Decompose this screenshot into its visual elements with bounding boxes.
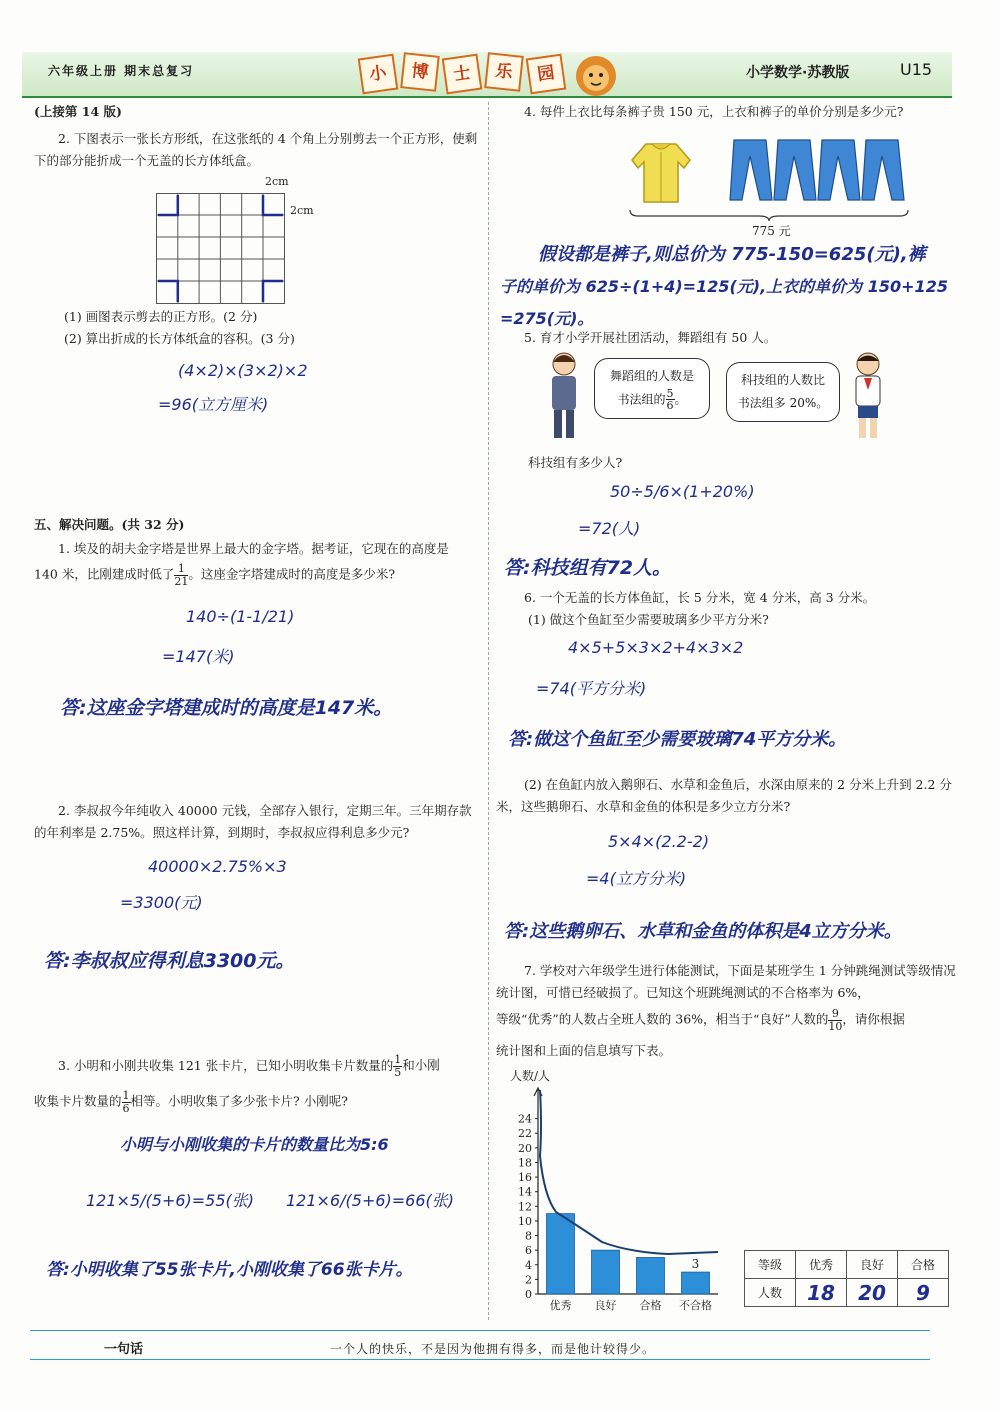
q2-work-line1: (4×2)×(3×2)×2 (178, 361, 308, 380)
q2-sub2: (2) 算出折成的长方体纸盒的容积。(3 分) (64, 331, 295, 346)
total-brace (628, 208, 910, 222)
s3-answer: 答:小明收集了55张卡片,小刚收集了66张卡片。 (46, 1260, 413, 1280)
y-tick-label: 2 (525, 1273, 532, 1287)
q4-work-line3: =275(元)。 (500, 309, 594, 328)
title-char-5: 园 (526, 54, 567, 95)
q4-work-line2: 子的单价为 625÷(1+4)=125(元),上衣的单价为 150+125 (500, 277, 948, 296)
bar-不合格 (682, 1272, 710, 1294)
page-code: U15 (900, 60, 933, 79)
trousers-icons (728, 136, 908, 206)
grade-table (744, 1250, 949, 1307)
s2-text: 2. 李叔叔今年纯收入 40000 元钱，全部存入银行，定期三年。三年期存款的年利率是 2.75%。照这样计算，到期时，李叔叔应得利息多少元? (34, 803, 472, 840)
footer-quote: 一个人的快乐，不是因为他拥有得多，而是他计较得少。 (330, 1342, 656, 1356)
subject-label: 小学数学·苏教版 (746, 65, 850, 81)
table-row-label: 人数 (745, 1279, 796, 1307)
q6-text: 6. 一个无盖的长方体鱼缸，长 5 分米，宽 4 分米，高 3 分米。 (524, 590, 876, 605)
q7-text-c: 统计图和上面的信息填写下表。 (496, 1043, 672, 1058)
table-value-excellent: 18 (796, 1279, 847, 1307)
x-tick-label: 优秀 (549, 1299, 572, 1312)
q2-dim-side: 2cm (290, 204, 314, 217)
y-axis-label: 人数/人 (510, 1069, 551, 1083)
q7-fraction: $\frac{9}{10}$ (828, 1007, 843, 1033)
s2-work-line2: =3300(元) (120, 893, 203, 912)
s1-text-b (34, 563, 480, 587)
s2-answer: 答:李叔叔应得利息3300元。 (44, 950, 295, 972)
jump-rope-bar-chart (500, 1066, 740, 1318)
y-tick-label: 16 (518, 1171, 532, 1185)
table-header-pass: 合格 (898, 1251, 949, 1279)
y-tick-label: 12 (518, 1200, 532, 1214)
continue-note: (上接第 14 版) (34, 104, 122, 119)
q2-dim-top: 2cm (265, 175, 289, 188)
q6-sub2: (2) 在鱼缸内放入鹅卵石、水草和金鱼后，水深由原来的 2 分米上升到 2.2 分米，这些鹅卵石、水草和金鱼的体积是多少立方分米? (496, 777, 952, 814)
s1-answer: 答:这座金字塔建成时的高度是147米。 (60, 697, 393, 719)
bar-data-label: 3 (691, 1257, 700, 1272)
s3-work-line1: 121×5/(5+6)=55(张) (86, 1191, 255, 1210)
jacket-icon (628, 138, 694, 206)
q5-work-line2: =72(人) (578, 519, 641, 538)
s1-text-b1: 140 米，比刚建成时低了 (34, 566, 175, 582)
title-char-3: 士 (442, 54, 483, 95)
s3-text-a: 3. 小明和小刚共收集 121 张卡片，已知小明收集卡片数量的 $\frac{1}{5}$ 和小刚 (58, 1053, 440, 1079)
q5-question: 科技组有多少人? (528, 455, 623, 470)
section-5-title: 五、解决问题。(共 32 分) (34, 517, 185, 532)
speech-bubble-tech: 科技组的人数比 书法组多 20%。 (726, 362, 840, 422)
q7-text-b: 等级“优秀”的人数占全班人数的 36%，相当于“良好”人数的 $\frac{9}{10}$ ，请你根据 (496, 1007, 905, 1033)
y-tick-label: 14 (518, 1185, 532, 1199)
s3-work-line2: 121×6/(5+6)=66(张) (286, 1191, 455, 1210)
s1-text-a: 1. 埃及的胡夫金字塔是世界上最大的金字塔。据考证，它现在的高度是 (58, 541, 449, 556)
y-tick-label: 10 (518, 1214, 532, 1228)
s2-work-line1: 40000×2.75%×3 (148, 857, 287, 876)
girl-figure-icon (540, 350, 588, 442)
q5-work-line1: 50÷5/6×(1+20%) (610, 482, 755, 501)
y-tick-label: 6 (525, 1244, 532, 1258)
q7-text-a: 7. 学校对六年级学生进行体能测试，下面是某班学生 1 分钟跳绳测试等级情况统计图，可惜已经破损了。已知这个班跳绳测试的不合格率为 6%， (496, 963, 956, 1000)
q5-answer: 答:科技组有72人。 (504, 557, 672, 579)
q6-sub1: (1) 做这个鱼缸至少需要玻璃多少平方分米? (528, 612, 769, 627)
s3-work-ratio: 小明与小刚收集的卡片的数量比为5:6 (120, 1135, 389, 1154)
footer-label: 一句话 (104, 1342, 144, 1357)
x-tick-label: 不合格 (679, 1299, 712, 1312)
q6-work1-line2: =74(平方分米) (536, 679, 647, 698)
q5-text: 5. 育才小学开展社团活动，舞蹈组有 50 人。 (524, 330, 777, 345)
x-tick-label: 良好 (594, 1299, 617, 1312)
q2-text: 2. 下图表示一张长方形纸，在这张纸的 4 个角上分别剪去一个正方形，使剩下的部分能折成一个无盖的长方体纸盒。 (34, 131, 478, 168)
q4-total-label: 775 元 (752, 224, 791, 238)
q4-work-line1: 假设都是裤子,则总价为 775-150=625(元),裤 (538, 244, 926, 265)
x-tick-label: 合格 (639, 1299, 662, 1312)
rectangle-grid (156, 193, 286, 305)
s3-fraction-1: $\frac{1}{5}$ (394, 1053, 402, 1079)
lion-mascot-icon (566, 50, 626, 100)
table-header-excellent: 优秀 (796, 1251, 847, 1279)
q6-answer2: 答:这些鹅卵石、水草和金鱼的体积是4立方分米。 (504, 921, 902, 942)
s1-work-line2: =147(米) (162, 647, 235, 666)
y-tick-label: 22 (518, 1127, 532, 1141)
q6-work2-line2: =4(立方分米) (586, 869, 687, 888)
bubble1-fraction: $\frac{5}{6}$ (666, 386, 674, 413)
y-tick-label: 20 (518, 1141, 532, 1155)
table-header-grade: 等级 (745, 1251, 796, 1279)
table-value-good: 20 (847, 1279, 898, 1307)
table-value-pass: 9 (898, 1279, 949, 1307)
q4-text: 4. 每件上衣比每条裤子贵 150 元，上衣和裤子的单价分别是多少元? (524, 104, 904, 119)
q2-work-line2: =96(立方厘米) (158, 395, 269, 414)
s1-fraction: $\frac{1}{21}$ (174, 562, 189, 588)
y-tick-label: 18 (518, 1156, 532, 1170)
header-left-label: 六年级上册 期末总复习 (48, 64, 195, 78)
bar-良好 (592, 1250, 620, 1294)
boy-figure-icon (846, 350, 890, 440)
y-tick-label: 4 (525, 1258, 532, 1272)
q2-sub1: (1) 画图表示剪去的正方形。(2 分) (64, 309, 258, 324)
s1-work-line1: 140÷(1-1/21) (186, 607, 295, 626)
bar-优秀 (547, 1214, 575, 1294)
q6-answer1: 答:做这个鱼缸至少需要玻璃74平方分米。 (508, 729, 847, 750)
s3-text-b: 收集卡片数量的 $\frac{1}{6}$ 相等。小明收集了多少张卡片? 小刚呢? (34, 1089, 348, 1115)
speech-bubble-dance: 舞蹈组的人数是 书法组的 $\frac{5}{6}$ 。 (594, 358, 710, 419)
title-char-2: 博 (400, 52, 440, 92)
s3-fraction-2: $\frac{1}{6}$ (122, 1089, 130, 1115)
title-char-1: 小 (358, 54, 399, 95)
y-tick-label: 8 (525, 1229, 532, 1243)
title-char-4: 乐 (484, 52, 524, 92)
q6-work2-line1: 5×4×(2.2-2) (608, 832, 710, 851)
y-tick-label: 0 (525, 1288, 532, 1301)
s1-text-b2: 。这座金字塔建成时的高度是多少米? (188, 566, 396, 582)
table-header-good: 良好 (847, 1251, 898, 1279)
y-tick-label: 24 (518, 1112, 532, 1126)
q6-work1-line1: 4×5+5×3×2+4×3×2 (568, 638, 744, 657)
bar-合格 (637, 1257, 665, 1294)
column-divider (488, 102, 489, 1320)
